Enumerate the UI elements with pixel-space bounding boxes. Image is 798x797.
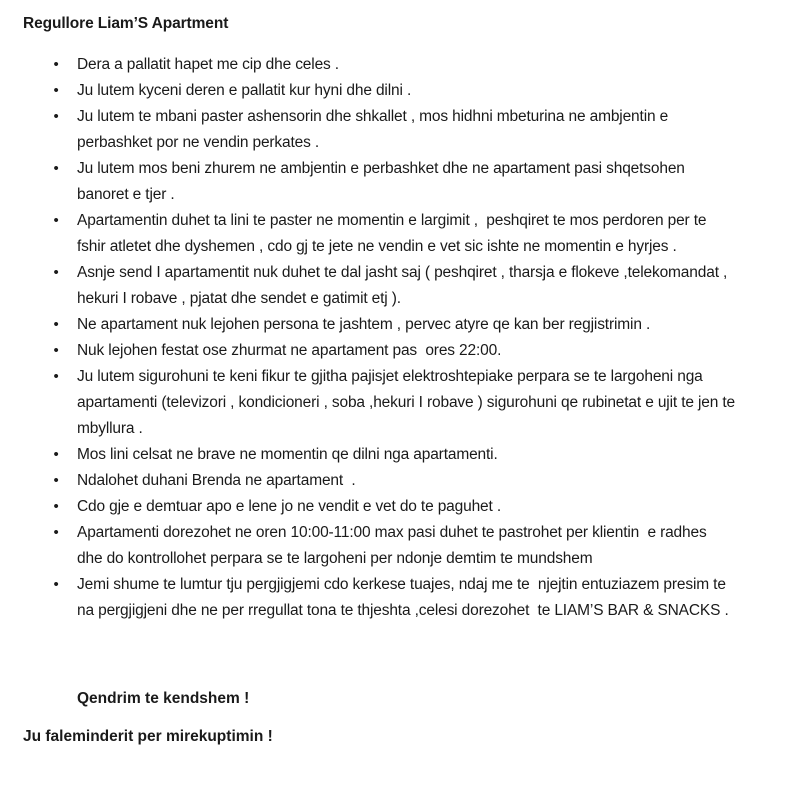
closing-message: Qendrim te kendshem ! (77, 690, 250, 707)
rule-text: Asnje send I apartamentit nuk duhet te dal jasht saj ( peshqiret , tharsja e flokeve ,telekomandat , hekuri I robave , pjatat dhe sendet e gatimit etj ). (77, 264, 732, 307)
bullet-icon: • (53, 316, 59, 333)
bullet-icon: • (53, 160, 59, 177)
bullet-icon: • (53, 446, 59, 463)
rule-text: Apartamenti dorezohet ne oren 10:00-11:00 max pasi duhet te pastrohet per klientin e radhes dhe do kontrollohet perpara se te largoheni per ndonje demtim te mundshem (77, 524, 715, 567)
bullet-icon: • (53, 108, 59, 125)
rule-text: Ju lutem sigurohuni te keni fikur te gjitha pajisjet elektroshtepiake perpara se te largoheni nga apartamenti (televizori , kondicioneri , soba ,hekuri I robave ) sigurohuni qe rubinetat e ujit te jen te mbyllura . (77, 368, 740, 437)
rule-text: Nuk lejohen festat ose zhurmat ne apartament pas ores 22:00. (77, 342, 502, 359)
rule-item (0, 260, 798, 312)
bullet-icon: • (53, 368, 59, 385)
rule-item (0, 156, 798, 208)
rule-text: Ne apartament nuk lejohen persona te jashtem , pervec atyre qe kan ber regjistrimin . (77, 316, 651, 333)
rule-text: Dera a pallatit hapet me cip dhe celes . (77, 56, 339, 73)
document-title: Regullore Liam’S Apartment (23, 15, 229, 32)
rule-item (0, 78, 798, 104)
rule-text: Ndalohet duhani Brenda ne apartament . (77, 472, 356, 489)
rules-list (0, 52, 798, 624)
rule-item (0, 572, 798, 624)
bullet-icon: • (53, 212, 59, 229)
rule-item (0, 52, 798, 78)
bullet-icon: • (53, 524, 59, 541)
thanks-message: Ju faleminderit per mirekuptimin ! (23, 728, 273, 745)
rule-text: Cdo gje e demtuar apo e lene jo ne vendit e vet do te paguhet . (77, 498, 501, 515)
bullet-icon: • (53, 82, 59, 99)
bullet-icon: • (53, 472, 59, 489)
bullet-icon: • (53, 576, 59, 593)
rule-text: Ju lutem mos beni zhurem ne ambjentin e perbashket dhe ne apartament pasi shqetsohen banoret e tjer . (77, 160, 689, 203)
rule-text: Ju lutem te mbani paster ashensorin dhe shkallet , mos hidhni mbeturina ne ambjentin e perbashket por ne vendin perkates . (77, 108, 673, 151)
rule-item (0, 520, 798, 572)
rule-item (0, 338, 798, 364)
bullet-icon: • (53, 264, 59, 281)
rule-text: Jemi shume te lumtur tju pergjigjemi cdo kerkese tuajes, ndaj me te njejtin entuziazem presim te na pergjigjeni dhe ne per rregullat tona te thjeshta ,celesi dorezohet te LIAM’S BAR & SNACKS . (77, 576, 730, 619)
rule-item (0, 364, 798, 442)
rule-item (0, 312, 798, 338)
rule-text: Ju lutem kyceni deren e pallatit kur hyni dhe dilni . (77, 82, 412, 99)
rule-text: Mos lini celsat ne brave ne momentin qe dilni nga apartamenti. (77, 446, 498, 463)
rule-text: Apartamentin duhet ta lini te paster ne momentin e largimit , peshqiret te mos perdoren per te fshir atletet dhe dyshemen , cdo gj te jete ne vendin e vet sic ishte ne momentin e hyrjes . (77, 212, 711, 255)
rule-item (0, 104, 798, 156)
rule-item (0, 494, 798, 520)
rule-item (0, 442, 798, 468)
bullet-icon: • (53, 56, 59, 73)
rule-item (0, 468, 798, 494)
bullet-icon: • (53, 342, 59, 359)
bullet-icon: • (53, 498, 59, 515)
rule-item (0, 208, 798, 260)
